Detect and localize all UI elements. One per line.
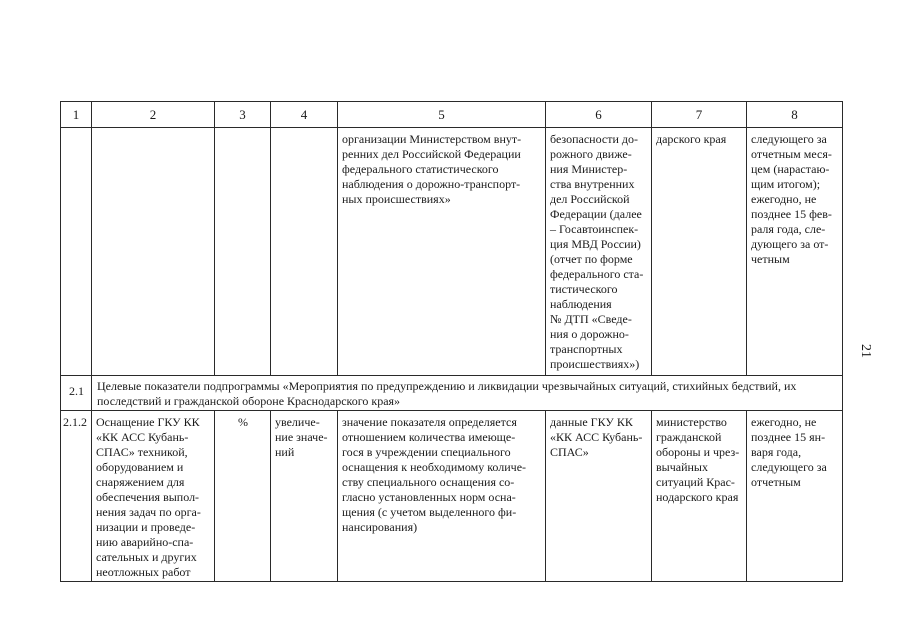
column-number-row (61, 102, 843, 128)
table-cell (215, 128, 271, 376)
table-cell: безопасности до- рожного движе- ния Министер- ства внутренних дел Российской Федерации (далее – Госавтоинспек- ция МВД России) (отчет по форме федерального ста- тистического наблюдения № ДТП «Сведе- ния о дорожно- транспортных происшествиях») (546, 128, 652, 376)
section-number: 2.1 (61, 376, 92, 411)
indicator-name: Оснащение ГКУ КК «КК АСС Кубань- СПАС» техникой, оборудованием и снаряжением для обеспечения выпол- нения задач по орга- низации и проведе- нию аварийно-спа- сательных и других неотложных работ (92, 411, 215, 582)
column-number: 8 (747, 102, 843, 128)
source-cell: данные ГКУ КК «КК АСС Кубань- СПАС» (546, 411, 652, 582)
table-cell: организации Министерством внут- ренних дел Российской Федерации федерального статистического наблюдения о дорожно-транспорт- ных происшествиях» (338, 128, 546, 376)
method-cell: значение показателя определяется отношением количества имеюще- гося в учреждении специального оснащения к необходимому количе- ству специального оснащения со- гласно установленных норм осна- щения (с учетом выделенного фи- нансирования) (338, 411, 546, 582)
table-cell (61, 128, 92, 376)
column-number: 2 (92, 102, 215, 128)
deadline-cell: ежегодно, не позднее 15 ян- варя года, следующего за отчетным (747, 411, 843, 582)
page-number: 21 (858, 344, 873, 358)
column-number: 4 (271, 102, 338, 128)
section-row (61, 376, 843, 411)
column-number: 1 (61, 102, 92, 128)
column-number: 7 (652, 102, 747, 128)
column-number: 3 (215, 102, 271, 128)
table-cell: следующего за отчетным меся- цем (нарастаю- щим итогом); ежегодно, не позднее 15 фев- раля года, сле- дующего за от- четным (747, 128, 843, 376)
table-cell (271, 128, 338, 376)
trend-cell: увеличе- ние значе- ний (271, 411, 338, 582)
row-number: 2.1.2 (61, 411, 92, 582)
table-cell: дарского края (652, 128, 747, 376)
responsible-cell: министерство гражданской обороны и чрез- вычайных ситуаций Крас- нодарского края (652, 411, 747, 582)
table-row (61, 411, 843, 582)
section-title: Целевые показатели подпрограммы «Мероприятия по предупреждению и ликвидации чрезвычайных ситуаций, стихийных бедствий, их последствий и гражданской обороне Краснодарского края» (92, 376, 843, 411)
unit-cell: % (215, 411, 271, 582)
column-number: 5 (338, 102, 546, 128)
column-number: 6 (546, 102, 652, 128)
indicator-table (60, 101, 843, 582)
table-row (61, 128, 843, 376)
table-cell (92, 128, 215, 376)
